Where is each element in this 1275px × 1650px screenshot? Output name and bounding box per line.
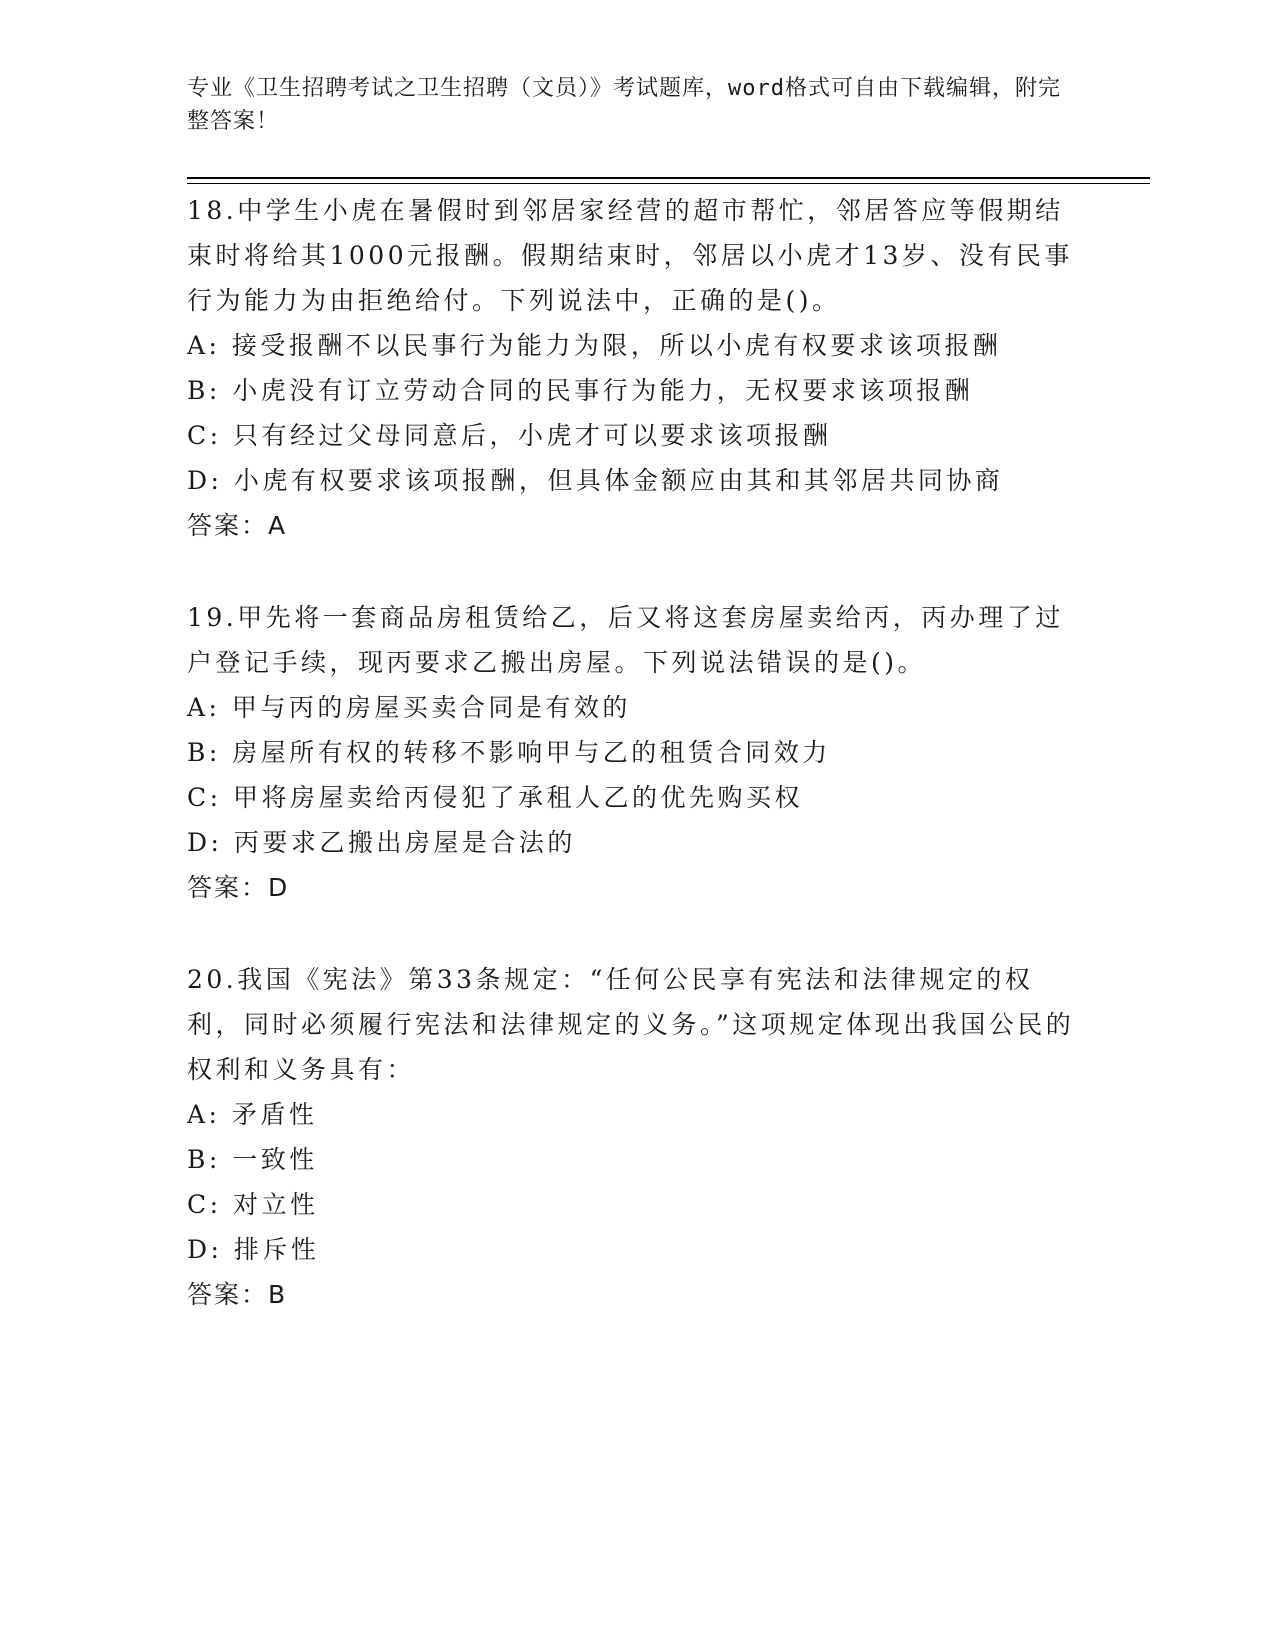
answer: 答案：D	[187, 873, 290, 902]
question-20	[187, 957, 1087, 1317]
option-a: A: 接受报酬不以民事行为能力为限，所以小虎有权要求该项报酬	[187, 331, 1002, 360]
answer: 答案：A	[187, 511, 288, 540]
header-divider-thick	[187, 177, 1150, 179]
option-d: D: 排斥性	[187, 1235, 320, 1264]
question-19	[187, 595, 1087, 910]
option-b: B: 一致性	[187, 1145, 318, 1174]
option-c: C: 对立性	[187, 1190, 319, 1219]
option-d: D: 小虎有权要求该项报酬，但具体金额应由其和其邻居共同协商	[187, 466, 1004, 495]
option-c: C: 只有经过父母同意后，小虎才可以要求该项报酬	[187, 421, 832, 450]
question-stem: 18.中学生小虎在暑假时到邻居家经营的超市帮忙，邻居答应等假期结束时将给其1000元报酬。假期结束时，邻居以小虎才13岁、没有民事行为能力为由拒绝给付。下列说法中，正确的是()。	[187, 196, 1073, 315]
question-stem: 20.我国《宪法》第33条规定：“任何公民享有宪法和法律规定的权利，同时必须履行宪法和法律规定的义务。”这项规定体现出我国公民的权利和义务具有：	[187, 965, 1075, 1084]
question-18	[187, 188, 1087, 548]
option-a: A: 矛盾性	[187, 1100, 318, 1129]
option-d: D: 丙要求乙搬出房屋是合法的	[187, 828, 576, 857]
document-header: 专业《卫生招聘考试之卫生招聘（文员）》考试题库，word格式可自由下载编辑，附完整答案！	[187, 76, 1061, 134]
answer: 答案：B	[187, 1280, 288, 1309]
question-stem: 19.甲先将一套商品房租赁给乙，后又将这套房屋卖给丙，丙办理了过户登记手续，现丙要求乙搬出房屋。下列说法错误的是()。	[187, 603, 1064, 677]
option-b: B: 房屋所有权的转移不影响甲与乙的租赁合同效力	[187, 738, 831, 767]
question-list	[187, 188, 1087, 1364]
option-c: C: 甲将房屋卖给丙侵犯了承租人乙的优先购买权	[187, 783, 803, 812]
option-b: B: 小虎没有订立劳动合同的民事行为能力，无权要求该项报酬	[187, 376, 974, 405]
header-divider-thin	[187, 183, 1150, 184]
option-a: A: 甲与丙的房屋买卖合同是有效的	[187, 693, 631, 722]
